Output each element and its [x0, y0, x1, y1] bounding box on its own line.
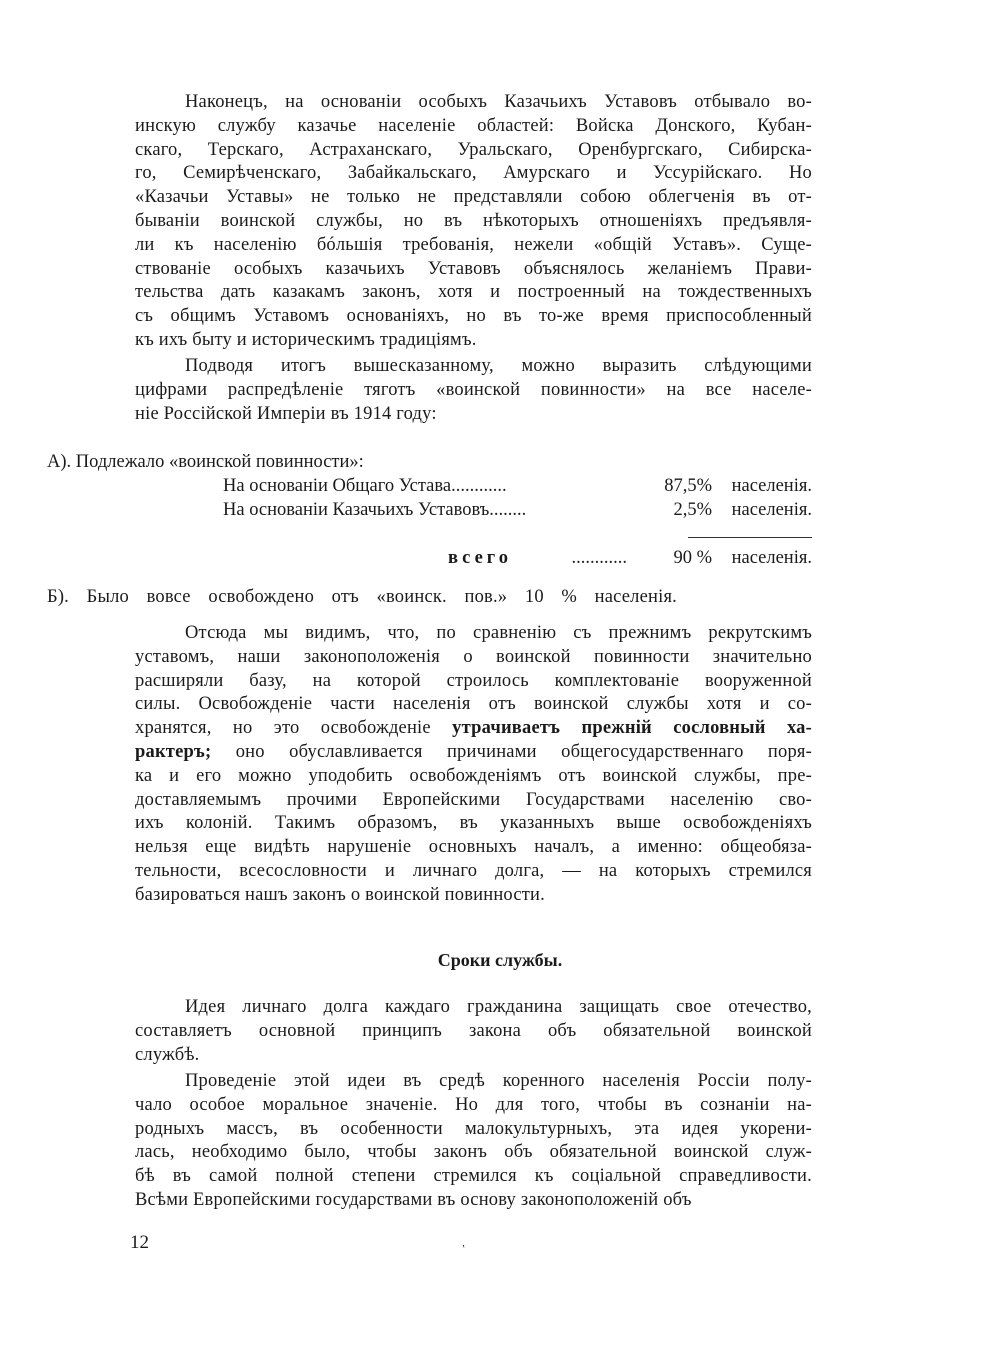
- text-line: ихъ колоній. Такимъ образомъ, въ указанныхъ выше освобожденіяхъ: [135, 813, 812, 834]
- text-line: съ общимъ Уставомъ основаніяхъ, но въ то-же время приспособленный: [135, 306, 812, 327]
- text-line: ли къ населенію бóльшія требованія, нежели «общій Уставъ». Суще-: [135, 234, 812, 255]
- table-row: [135, 498, 812, 522]
- text-segment: хранятся, но это освобожденіе: [135, 718, 453, 739]
- emphasized-text: утрачиваетъ прежній сословный ха-: [452, 718, 812, 739]
- row-unit: населенія.: [731, 476, 812, 496]
- text-line: нельзя еще видѣть нарушеніе основныхъ началъ, а именно: общеобяза-: [135, 837, 812, 858]
- table-row: [135, 474, 812, 498]
- text-line: доставляемымъ прочими Европейскими Государствами населенію сво-: [135, 789, 812, 810]
- sum-divider: [688, 537, 812, 538]
- paragraph-implementation: [135, 1070, 812, 1213]
- text-line: тельности, всесословности и личнаго долга, — на которыхъ стремился: [135, 860, 812, 881]
- text-line: ніе Россійской Имперіи въ 1914 году:: [135, 403, 437, 424]
- text-line: къ ихъ быту и историческимъ традиціямъ.: [135, 329, 477, 350]
- text-line: чало особое моральное значеніе. Но для того, чтобы въ сознаніи на-: [135, 1094, 812, 1115]
- paragraph-summary-intro: [135, 355, 812, 426]
- row-label: На основаніи Общаго Устава............: [223, 476, 507, 496]
- text-line: расширяли базу, на которой строилось комплектованіе вооруженной: [135, 670, 812, 691]
- text-line: Наконецъ, на основаніи особыхъ Казачьихъ Уставовъ отбывало во-: [185, 92, 812, 112]
- text-line: бѣ въ самой полной степени стремился къ соціальной справедливости.: [135, 1166, 812, 1187]
- total-unit: населенія.: [731, 548, 812, 568]
- paragraph-conclusion: [135, 622, 812, 908]
- total-label: всего: [447, 548, 512, 568]
- paragraph-cossack-statutes: [135, 91, 812, 353]
- text-line: Идея личнаго долга каждаго гражданина защищать свое отечество,: [185, 997, 812, 1017]
- text-line: го, Семирѣченскаго, Забайкальскаго, Амурскаго и Уссурійскаго. Но: [135, 163, 812, 184]
- emphasized-text: рактеръ;: [135, 741, 212, 762]
- text-line: базироваться нашъ законъ о воинской повинности.: [135, 884, 545, 905]
- paragraph-personal-duty: [135, 996, 812, 1067]
- text-line: Всѣми Европейскими государствами въ основу законоположеній объ: [135, 1189, 692, 1210]
- item-a-text: А). Подлежало «воинской повинности»:: [47, 452, 364, 472]
- row-unit: населенія.: [731, 500, 812, 520]
- text-line: уставомъ, наши законоположенія о воинской повинности значительно: [135, 646, 812, 667]
- text-line: лась, необходимо было, чтобы законъ объ обязательной воинской служ-: [135, 1142, 812, 1163]
- text-segment: оно обуславливается причинами общегосударственнаго поря-: [211, 741, 812, 762]
- text-line: ствованіе особыхъ казачьихъ Уставовъ объяснялось желаніемъ Прави-: [135, 258, 812, 279]
- text-line: Отсюда мы видимъ, что, по сравненію съ прежнимъ рекрутскимъ: [185, 623, 812, 643]
- total-value: 90 %: [673, 548, 712, 568]
- item-b-text: Б). Было вовсе освобождено отъ «воинск. пов.» 10 % населенія.: [47, 587, 677, 607]
- text-line: [135, 741, 812, 765]
- section-heading: Сроки службы.: [437, 950, 563, 970]
- text-line: [135, 717, 812, 741]
- text-line: службѣ.: [135, 1044, 200, 1065]
- text-line: скаго, Терскаго, Астраханскаго, Уральскаго, Оренбургскаго, Сибирска-: [135, 139, 812, 160]
- total-dots: ............: [571, 548, 627, 568]
- text-line: силы. Освобожденіе части населенія отъ воинской службы хотя и со-: [135, 694, 812, 715]
- text-line: цифрами распредѣленіе тяготъ «воинской повинности» на все населе-: [135, 379, 812, 400]
- row-value: 2,5%: [673, 500, 712, 520]
- text-line: бываніи воинской службы, но въ нѣкоторыхъ отношеніяхъ предъявля-: [135, 210, 812, 231]
- table-item-a-label: [47, 450, 724, 474]
- text-line: тельства дать казакамъ законъ, хотя и построенный на тождественныхъ: [135, 282, 812, 303]
- table-total-row: [135, 546, 812, 570]
- text-line: «Казачьи Уставы» не только не представляли собою облегченія въ от-: [135, 187, 812, 208]
- page-number: 12: [130, 1232, 149, 1253]
- stray-mark: ‛: [462, 1244, 466, 1255]
- row-label: На основаніи Казачьихъ Уставовъ........: [223, 500, 527, 520]
- text-line: инскую службу казачье населеніе областей: Войска Донского, Кубан-: [135, 115, 812, 136]
- text-line: Подводя итогъ вышесказанному, можно выразить слѣдующими: [185, 356, 812, 376]
- row-value: 87,5%: [664, 476, 712, 496]
- text-line: составляетъ основной принципъ закона объ обязательной воинской: [135, 1020, 812, 1041]
- text-line: родныхъ массъ, въ особенности малокультурныхъ, эта идея укорени-: [135, 1118, 812, 1139]
- text-line: Проведеніе этой идеи въ средѣ коренного населенія Россіи полу-: [185, 1071, 812, 1091]
- text-line: ка и его можно уподобить освобожденіямъ отъ воинской службы, пре-: [135, 765, 812, 786]
